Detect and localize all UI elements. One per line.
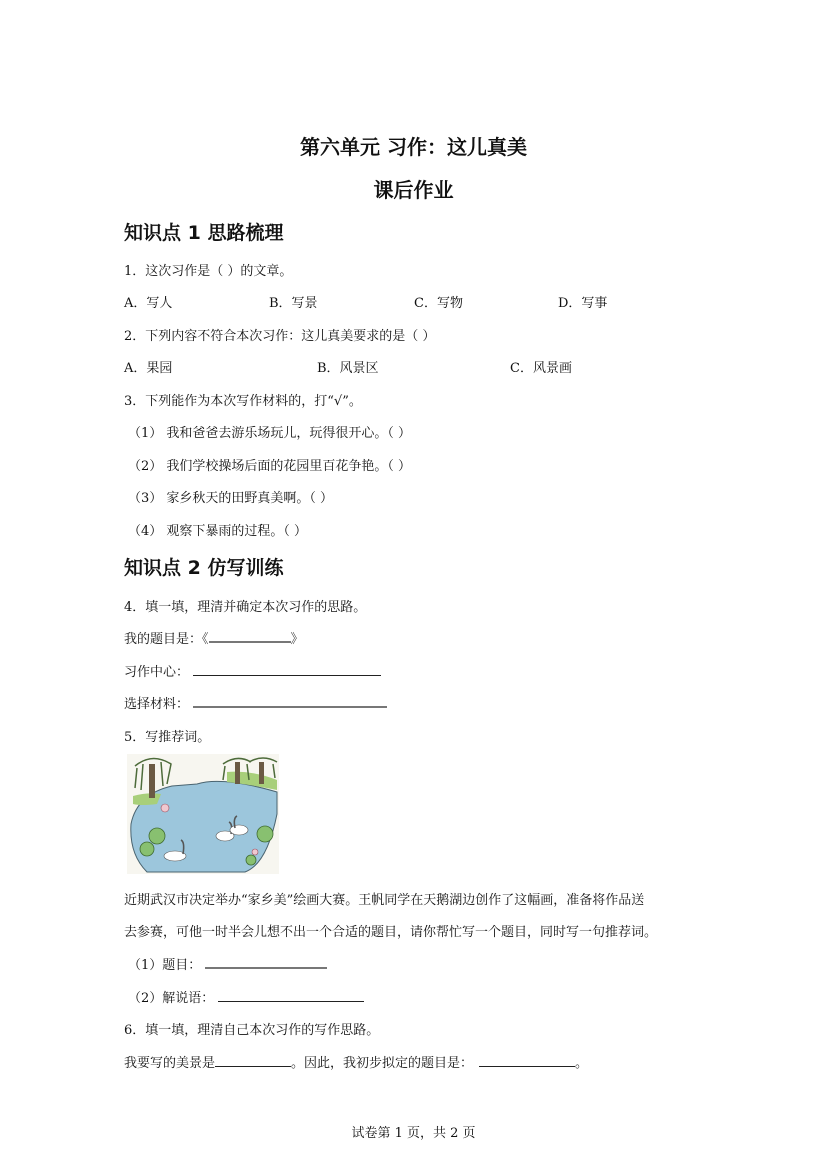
q5-paragraph-line-2: 去参赛，可他一时半会儿想不出一个合适的题目，请你帮忙写一个题目，同时写一句推荐词。 <box>124 925 658 940</box>
q4-center-label: 习作中心： <box>124 665 190 680</box>
q1-option-c[interactable]: C．写物 <box>414 296 463 311</box>
q1-option-a[interactable]: A．写人 <box>124 296 173 311</box>
q4-title-row <box>124 628 304 647</box>
q5-sub1-label: （1）题目： <box>128 958 202 973</box>
page-subtitle: 课后作业 <box>373 178 454 202</box>
page-title: 第六单元 习作：这儿真美 <box>300 135 527 159</box>
q5-sub2-label: （2）解说语： <box>128 991 215 1006</box>
q3-item-2[interactable]: （2） 我们学校操场后面的花园里百花争艳。（ ） <box>128 459 412 474</box>
q6-row <box>124 1052 588 1071</box>
q5-paragraph-line-1: 近期武汉市决定举办“家乡美”绘画大赛。王帆同学在天鹅湖边创作了这幅画，准备将作品送 <box>124 893 645 908</box>
q6-title-blank[interactable] <box>479 1054 575 1067</box>
q6-scenery-blank[interactable] <box>215 1054 291 1067</box>
q1-option-b[interactable]: B．写景 <box>269 296 318 311</box>
q6-part1: 我要写的美景是 <box>124 1056 216 1071</box>
q5-sub2-row <box>128 987 364 1006</box>
q3-item-1[interactable]: （1） 我和爸爸去游乐场玩儿，玩得很开心。（ ） <box>128 426 412 441</box>
q5-sub1-row <box>128 954 327 973</box>
q2-option-a[interactable]: A．果园 <box>124 361 173 376</box>
page-footer: 试卷第 1 页，共 2 页 <box>351 1126 476 1141</box>
q4-title-close: 》 <box>290 632 304 647</box>
q4-title-label: 我的题目是：《 <box>124 632 209 647</box>
q5-commentary-blank[interactable] <box>218 989 364 1002</box>
section-heading-1: 知识点 1 思路梳理 <box>124 222 284 244</box>
q6-part3: 。 <box>575 1056 589 1071</box>
q1-option-d[interactable]: D．写事 <box>558 296 608 311</box>
section-heading-2: 知识点 2 仿写训练 <box>124 557 284 579</box>
question-1-stem: 1．这次习作是（ ）的文章。 <box>124 264 293 279</box>
q4-material-blank[interactable] <box>193 694 387 708</box>
question-2-stem: 2．下列内容不符合本次习作：这儿真美要求的是（ ） <box>124 329 436 344</box>
q3-item-3[interactable]: （3） 家乡秋天的田野真美啊。（ ） <box>128 491 334 506</box>
question-3-stem: 3．下列能作为本次写作材料的，打“√”。 <box>124 394 362 409</box>
swan-lake-drawing <box>127 754 279 874</box>
swan-lake-illustration <box>127 754 279 874</box>
q3-item-4[interactable]: （4） 观察下暴雨的过程。（ ） <box>128 524 308 539</box>
q4-material-row <box>124 693 387 712</box>
q6-part2: 。因此，我初步拟定的题目是： <box>291 1056 474 1071</box>
q2-option-b[interactable]: B．风景区 <box>317 361 379 376</box>
question-5-stem: 5．写推荐词。 <box>124 730 211 745</box>
q4-center-blank[interactable] <box>193 663 381 676</box>
q2-option-c[interactable]: C．风景画 <box>510 361 572 376</box>
q4-material-label: 选择材料： <box>124 697 190 712</box>
question-6-stem: 6．填一填，理清自己本次习作的写作思路。 <box>124 1023 380 1038</box>
q4-title-blank[interactable] <box>209 629 291 643</box>
question-4-stem: 4．填一填，理清并确定本次习作的思路。 <box>124 600 367 615</box>
q5-title-blank[interactable] <box>205 955 327 969</box>
q4-center-row <box>124 661 381 680</box>
